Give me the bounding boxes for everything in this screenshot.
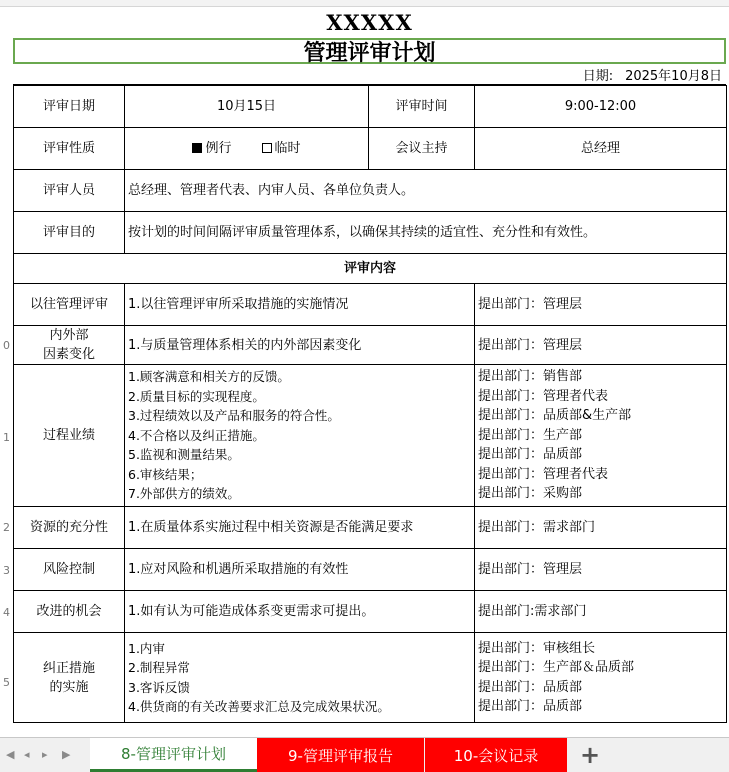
- dept-item: 提出部门：审核组长: [478, 640, 596, 656]
- content-item: 4.不合格以及纠正措施。: [128, 427, 265, 443]
- date-line: [13, 64, 726, 85]
- table-row: [14, 284, 727, 326]
- table-row: [14, 591, 727, 633]
- table-row: [14, 326, 727, 365]
- content-row-label[interactable]: [14, 549, 125, 591]
- tab-management-review-report[interactable]: 9-管理评审报告: [257, 738, 424, 772]
- content-row-depts[interactable]: [475, 507, 727, 549]
- section-title[interactable]: 评审内容: [14, 254, 727, 284]
- content-row-items[interactable]: [125, 633, 475, 723]
- content-item: 7.外部供方的绩效。: [128, 486, 240, 502]
- participants-label[interactable]: 评审人员: [14, 170, 125, 212]
- dept-item: 提出部门：需求部门: [478, 520, 596, 535]
- review-date-label[interactable]: 评审日期: [14, 86, 125, 128]
- table-row: [14, 212, 727, 254]
- content-row-items[interactable]: [125, 591, 475, 633]
- dept-item: 提出部门：销售部: [478, 369, 583, 385]
- dept-item: 提出部门：生产部: [478, 427, 583, 443]
- content-row-depts[interactable]: [475, 633, 727, 723]
- content-row-items[interactable]: [125, 284, 475, 326]
- nature-temporary: 临时: [274, 141, 301, 156]
- last-sheet-icon[interactable]: ▶: [62, 748, 71, 761]
- content-row-items[interactable]: [125, 365, 475, 507]
- content-row-label-line: 因素变化: [42, 347, 95, 362]
- row-header[interactable]: 2: [3, 521, 10, 534]
- purpose-value[interactable]: 按计划的时间间隔评审质量管理体系，以确保其持续的适宜性、充分性和有效性。: [125, 212, 727, 254]
- content-item: 4.供货商的有关改善要求汇总及完成效果状况。: [128, 699, 390, 714]
- date-value[interactable]: 2025年10月8日: [625, 68, 722, 84]
- content-rows: [14, 284, 727, 723]
- dept-item: 提出部门：生产部＆品质部: [478, 660, 635, 675]
- dept-item: 提出部门:需求部门: [478, 604, 587, 619]
- content-row-depts[interactable]: [475, 549, 727, 591]
- dept-item: 提出部门：品质部: [478, 699, 583, 714]
- table-row: [14, 549, 727, 591]
- row-header[interactable]: 3: [3, 564, 10, 577]
- table-row: [14, 507, 727, 549]
- content-row-label-line: 的实施: [49, 679, 89, 695]
- purpose-label[interactable]: 评审目的: [14, 212, 125, 254]
- prev-sheet-icon[interactable]: ◂: [24, 748, 30, 761]
- table-row: [14, 128, 727, 170]
- content-row-items[interactable]: [125, 507, 475, 549]
- company-name[interactable]: XXXXX: [326, 9, 413, 35]
- content-row-label-line: 过程业绩: [42, 428, 95, 443]
- content-row-depts[interactable]: [475, 591, 727, 633]
- dept-item: 提出部门：管理者代表: [478, 466, 609, 482]
- content-item: 1.与质量管理体系相关的内外部因素变化: [128, 337, 362, 353]
- participants-value[interactable]: 总经理、管理者代表、内审人员、各单位负责人。: [125, 170, 727, 212]
- sheet-tab-bar: [0, 737, 729, 772]
- plus-icon[interactable]: +: [580, 741, 601, 769]
- content-row-label[interactable]: [14, 591, 125, 633]
- content-row-label[interactable]: [14, 633, 125, 723]
- table-row: [14, 254, 727, 284]
- content-item: 3.过程绩效以及产品和服务的符合性。: [128, 408, 340, 424]
- review-time-value[interactable]: 9:00-12:00: [475, 86, 727, 128]
- tab-management-review-plan[interactable]: 8-管理评审计划: [90, 738, 257, 772]
- checked-checkbox-icon: [192, 143, 202, 153]
- review-plan-table: [13, 85, 727, 723]
- content-row-depts[interactable]: [475, 326, 727, 365]
- content-item: 2.制程异常: [128, 660, 190, 675]
- tab-meeting-minutes[interactable]: 10-会议记录: [425, 738, 567, 772]
- table-row: [14, 86, 727, 128]
- row-header[interactable]: 4: [3, 606, 10, 619]
- unchecked-checkbox-icon: [262, 143, 272, 153]
- dept-item: 提出部门：品质部&生产部: [478, 408, 632, 424]
- first-sheet-icon[interactable]: ◀: [6, 748, 15, 761]
- nature-regular: 例行: [205, 141, 232, 156]
- content-row-label[interactable]: [14, 365, 125, 507]
- content-item: 2.质量目标的实现程度。: [128, 388, 265, 404]
- content-item: 1.在质量体系实施过程中相关资源是否能满足要求: [128, 520, 414, 535]
- content-item: 1.内审: [128, 640, 165, 656]
- dept-item: 提出部门：品质部: [478, 679, 583, 695]
- content-item: 5.监视和测量结果。: [128, 447, 240, 463]
- host-value[interactable]: 总经理: [475, 128, 727, 170]
- dept-item: 提出部门：采购部: [478, 486, 583, 502]
- content-row-items[interactable]: [125, 326, 475, 365]
- nature-options[interactable]: [125, 128, 369, 170]
- content-row-label[interactable]: [14, 284, 125, 326]
- content-item: 1.以往管理评审所采取措施的实施情况: [128, 297, 349, 312]
- content-row-depts[interactable]: [475, 284, 727, 326]
- nature-label[interactable]: 评审性质: [14, 128, 125, 170]
- content-row-label[interactable]: [14, 326, 125, 365]
- document-title[interactable]: 管理评审计划: [13, 38, 726, 64]
- content-row-label-line: 风险控制: [42, 562, 95, 577]
- row-header[interactable]: 5: [3, 676, 10, 689]
- content-row-depts[interactable]: [475, 365, 727, 507]
- content-row-items[interactable]: [125, 549, 475, 591]
- dept-item: 提出部门：管理者代表: [478, 388, 609, 404]
- dept-item: 提出部门：管理层: [478, 297, 583, 312]
- content-row-label-line: 内外部: [49, 328, 89, 343]
- row-header[interactable]: 0: [3, 339, 10, 352]
- review-time-label[interactable]: 评审时间: [369, 86, 475, 128]
- spreadsheet-grid[interactable]: [13, 6, 726, 723]
- host-label[interactable]: 会议主持: [369, 128, 475, 170]
- row-header[interactable]: 1: [3, 431, 10, 444]
- content-item: 1.顾客满意和相关方的反馈。: [128, 369, 290, 385]
- table-row: [14, 365, 727, 507]
- dept-item: 提出部门：管理层: [478, 562, 583, 577]
- dept-item: 提出部门：品质部: [478, 447, 583, 463]
- content-item: 1.如有认为可能造成体系变更需求可提出。: [128, 604, 375, 619]
- table-row: [14, 633, 727, 723]
- content-row-label-line: 资源的充分性: [29, 520, 108, 535]
- dept-item: 提出部门：管理层: [478, 337, 583, 353]
- next-sheet-icon[interactable]: ▸: [42, 748, 48, 761]
- date-label[interactable]: 日期:: [582, 68, 614, 84]
- content-row-label-line: 以往管理评审: [29, 297, 108, 312]
- content-row-label-line: 纠正措施: [42, 660, 95, 676]
- content-row-label[interactable]: [14, 507, 125, 549]
- review-date-value[interactable]: 10月15日: [125, 86, 369, 128]
- content-row-label-line: 改进的机会: [36, 604, 102, 619]
- table-row: [14, 170, 727, 212]
- content-item: 1.应对风险和机遇所采取措施的有效性: [128, 562, 349, 577]
- content-item: 6.审核结果；: [128, 466, 203, 482]
- content-item: 3.客诉反馈: [128, 679, 190, 695]
